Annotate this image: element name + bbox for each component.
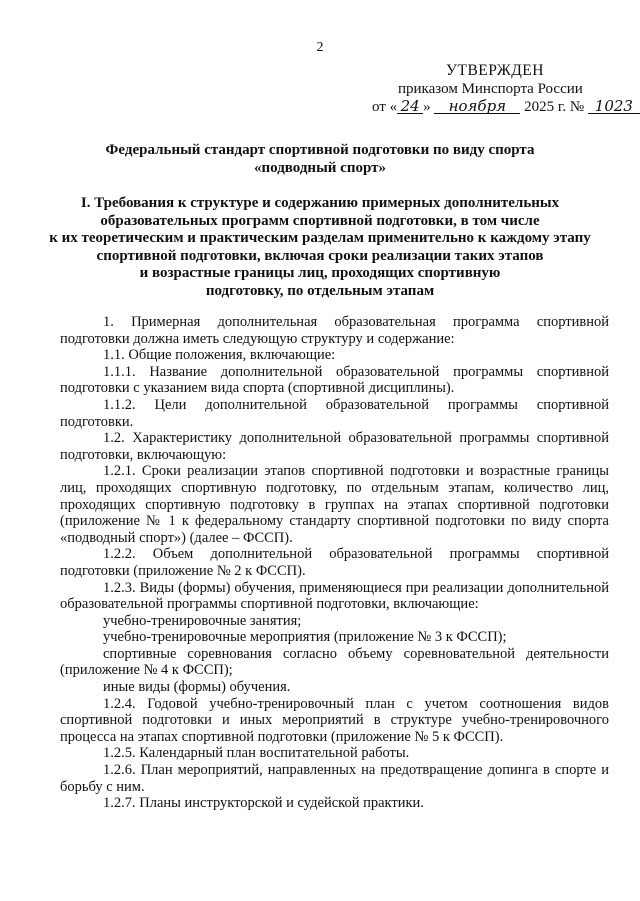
section-heading-line: I. Требования к структуре и содержанию примерных дополнительных xyxy=(80,195,560,211)
paragraph: 1.2.4. Годовой учебно-тренировочный план с учетом соотношения видов спортивной подготовки и иных мероприятий в структуре учебно-тренировочного процесса на этапах спортивной подготовки (приложение № 5 к ФССП). xyxy=(60,695,609,745)
document-title xyxy=(60,141,580,177)
section-heading-line: образовательных программ спортивной подготовки, в том числе xyxy=(100,212,540,229)
section-heading-line: спортивной подготовки, включая сроки реализации таких этапов xyxy=(96,247,544,264)
page-number: 2 xyxy=(316,40,324,55)
document-title-line: «подводный спорт» xyxy=(253,160,386,176)
paragraph: 1.2.6. План мероприятий, направленных на предотвращение допинга в спорте и борьбу с ним. xyxy=(60,762,609,795)
date-prefix: от « xyxy=(372,99,398,115)
approval-heading: УТВЕРЖДЕН xyxy=(446,62,544,79)
approval-order-line: приказом Минспорта России xyxy=(398,81,583,97)
paragraph: 1.2.5. Календарный план воспитательной работы. xyxy=(103,745,410,762)
paragraph: 1. Примерная дополнительная образовательная программа спортивной подготовки должна иметь следующую структуру и содержание: xyxy=(60,314,609,347)
date-mid: » xyxy=(423,99,431,115)
date-year: 2025 г. № xyxy=(524,99,585,115)
paragraph: 1.1.1. Название дополнительной образовательной программы спортивной подготовки с указанием вида спорта (спортивной дисциплины). xyxy=(60,363,609,397)
paragraph: 1.2.1. Сроки реализации этапов спортивной подготовки и возрастные границы лиц, проходящих спортивную подготовку, по отдельным этапам, количество лиц, проходящих спортивную подготовку в группах на этапах спортивной подготовки (приложение № 1 к федеральному стандарту спортивной подготовки по виду спорта «подводный спорт») (далее – ФССП). xyxy=(60,463,609,546)
section-heading-line: к их теоретическим и практическим разделам применительно к каждому этапу xyxy=(49,230,591,246)
document-title-line: Федеральный стандарт спортивной подготовки по виду спорта xyxy=(105,142,535,158)
list-item: спортивные соревнования согласно объему соревновательной деятельности (приложение № 4 к ФССП); xyxy=(60,645,609,679)
paragraph: 1.2.2. Объем дополнительной образовательной программы спортивной подготовки (приложение № 2 к ФССП). xyxy=(60,546,609,579)
list-item: учебно-тренировочные мероприятия (приложение № 3 к ФССП); xyxy=(103,629,507,646)
approval-date-line xyxy=(372,98,640,116)
paragraph: 1.1. Общие положения, включающие: xyxy=(103,347,336,364)
list-item: иные виды (формы) обучения. xyxy=(103,679,291,696)
paragraph: 1.1.2. Цели дополнительной образовательной программы спортивной подготовки. xyxy=(60,396,609,430)
handwritten-month: ноября xyxy=(434,99,520,114)
paragraph: 1.2. Характеристику дополнительной образовательной программы спортивной подготовки, включающую: xyxy=(60,430,609,463)
section-heading-line: подготовку, по отдельным этапам xyxy=(205,282,435,299)
paragraph: 1.2.7. Планы инструкторской и судейской практики. xyxy=(103,795,424,812)
section-heading xyxy=(44,195,596,300)
handwritten-order-number: 1023 xyxy=(588,99,640,114)
paragraph: 1.2.3. Виды (формы) обучения, применяющиеся при реализации дополнительной образовательной программы спортивной подготовки, включающие: xyxy=(60,579,609,613)
document-body xyxy=(60,314,609,812)
section-heading-line: и возрастные границы лиц, проходящих спортивную xyxy=(139,265,501,281)
handwritten-day: 24 xyxy=(397,99,423,114)
list-item: учебно-тренировочные занятия; xyxy=(103,612,302,629)
